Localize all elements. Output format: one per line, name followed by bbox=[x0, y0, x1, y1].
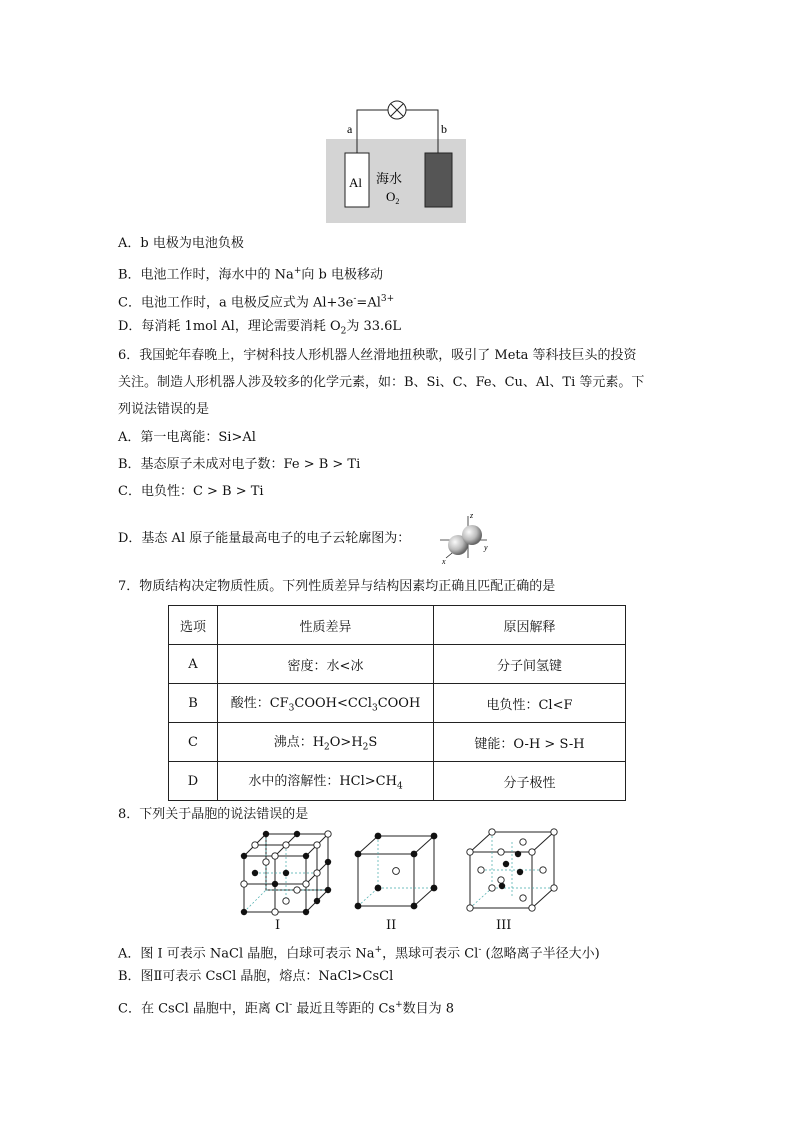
q6-option-c: C．电负性：C > B > Ti bbox=[118, 484, 264, 499]
header-reason: 原因解释 bbox=[434, 606, 626, 645]
p-orbital-figure bbox=[432, 508, 498, 568]
oxygen-label: $O_2$ bbox=[386, 189, 400, 206]
q7-table bbox=[168, 605, 626, 801]
q6-stem-line3: 列说法错误的是 bbox=[118, 402, 210, 417]
q5-option-a: A．b 电极为电池负极 bbox=[118, 236, 244, 251]
q6-option-a: A．第一电离能：Si>Al bbox=[118, 430, 256, 445]
q5-option-c: C．电池工作时，a 电极反应式为 $Al+3e^-=Al^{3+}$ bbox=[118, 294, 395, 311]
q8-option-b: B．图Ⅱ可表示 CsCl 晶胞，熔点：NaCl>CsCl bbox=[118, 969, 394, 984]
q6-option-d: D．基态 Al 原子能量最高电子的电子云轮廓图为： bbox=[118, 531, 411, 546]
table-header-row bbox=[169, 606, 626, 645]
x-axis-label: x bbox=[442, 557, 446, 566]
figure-label-i: I bbox=[275, 918, 281, 933]
graphite-electrode bbox=[425, 153, 452, 207]
seawater-label: 海水 bbox=[376, 172, 403, 187]
q6-option-b: B．基态原子未成对电子数：Fe > B > Ti bbox=[118, 457, 361, 472]
y-axis-label: y bbox=[484, 543, 488, 552]
q8-option-a: A．图 I 可表示 NaCl 晶胞，白球可表示 Na+，黑球可表示 Cl- (忽略离子半径大小) bbox=[118, 945, 600, 962]
crystal-cell-ii bbox=[350, 830, 442, 914]
q8-option-c: C．在 CsCl 晶胞中，距离 Cl- 最近且等距的 Cs+数目为 8 bbox=[118, 1000, 455, 1017]
figure-label-ii: II bbox=[386, 918, 397, 933]
q6-stem-line1: 6．我国蛇年春晚上，宇树科技人形机器人丝滑地扭秧歌，吸引了 Meta 等科技巨头的投资 bbox=[118, 348, 637, 363]
q5-option-b: B．电池工作时，海水中的 Na+向 b 电极移动 bbox=[118, 266, 383, 283]
table-row: D 水中的溶解性：$HCl>CH_4$ 分子极性 bbox=[169, 762, 626, 801]
table-row: C 沸点：$H_2O>H_2S$ 键能：O-H > S-H bbox=[169, 723, 626, 762]
al-label: Al bbox=[349, 175, 362, 190]
galvanic-cell-diagram bbox=[320, 95, 470, 227]
figure-label-iii: III bbox=[496, 918, 512, 933]
q7-stem: 7．物质结构决定物质性质。下列性质差异与结构因素均正确且匹配正确的是 bbox=[118, 579, 556, 594]
crystal-cell-iii bbox=[462, 826, 562, 916]
orbital-lobe-back bbox=[462, 525, 482, 545]
electrode-a-label: a bbox=[347, 122, 353, 136]
q8-stem: 8．下列关于晶胞的说法错误的是 bbox=[118, 807, 309, 822]
header-property: 性质差异 bbox=[218, 606, 434, 645]
table-row: A 密度：水<冰 分子间氢键 bbox=[169, 645, 626, 684]
header-option: 选项 bbox=[169, 606, 218, 645]
z-axis-label: z bbox=[470, 511, 474, 520]
q5-option-d: D．每消耗 1mol Al，理论需要消耗 $O_2$为 33.6L bbox=[118, 319, 402, 337]
electrode-b-label: b bbox=[441, 122, 447, 136]
lamp-icon bbox=[388, 101, 406, 119]
table-row: B 酸性：$CF_3COOH<CCl_3COOH$ 电负性：Cl<F bbox=[169, 684, 626, 723]
q6-stem-line2: 关注。制造人形机器人涉及较多的化学元素，如：B、Si、C、Fe、Cu、Al、Ti 等元素。下 bbox=[118, 375, 645, 390]
crystal-cell-i bbox=[236, 826, 336, 918]
